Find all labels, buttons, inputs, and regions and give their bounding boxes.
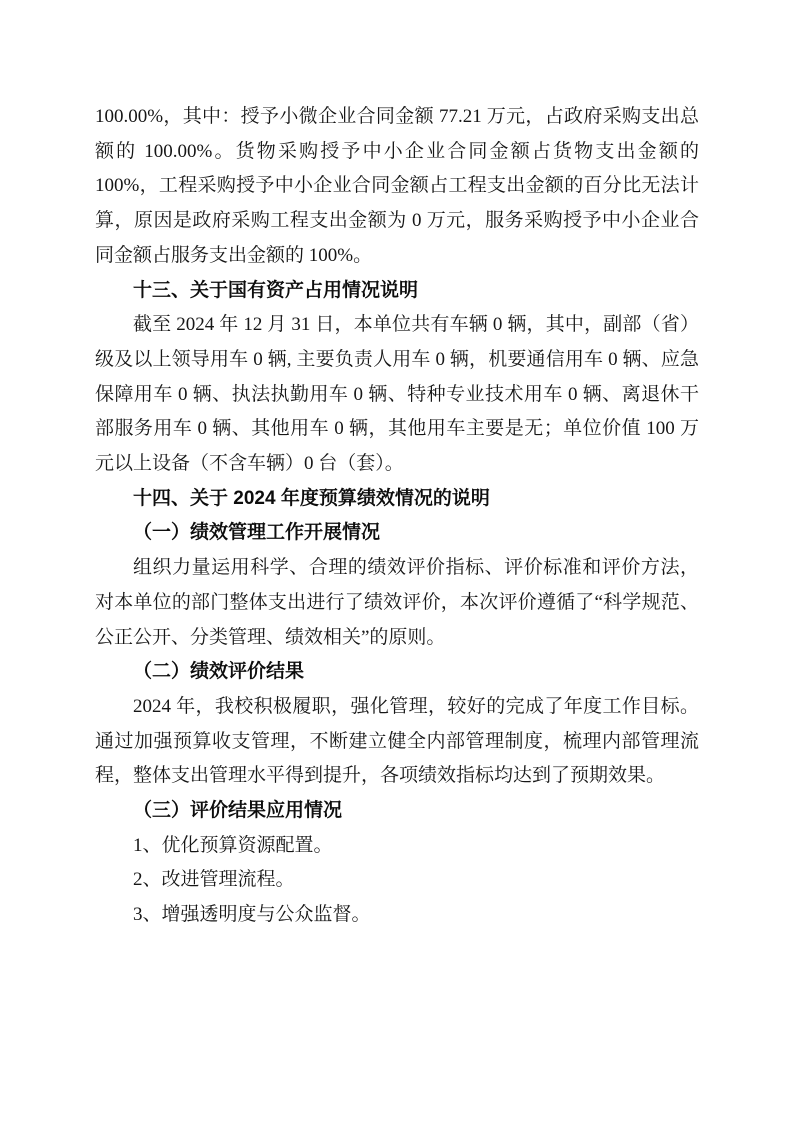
- paragraph: 截至 2024 年 12 月 31 日，本单位共有车辆 0 辆，其中，副部（省）级及以上领导用车 0 辆, 主要负责人用车 0 辆，机要通信用车 0 辆、应急保障用车 0 辆、执法执勤用车 0 辆、特种专业技术用车 0 辆、离退休干部服务用车 0 辆、其他用车 0 辆，其他用车主要是无；单位价值 100 万元以上设备（不含车辆）0 台（套）。: [95, 314, 699, 475]
- paragraph: 组织力量运用科学、合理的绩效评价指标、评价标准和评价方法，对本单位的部门整体支出进行了绩效评价，本次评价遵循了“科学规范、公正公开、分类管理、绩效相关”的原则。: [95, 557, 699, 648]
- subsection-heading: （一）绩效管理工作开展情况: [133, 522, 381, 544]
- section-heading: 十四、关于 2024 年度预算绩效情况的说明: [133, 487, 490, 509]
- list-item: 1、优化预算资源配置。: [133, 834, 333, 856]
- section-heading: 十三、关于国有资产占用情况说明: [133, 279, 419, 301]
- list-item: 3、增强透明度与公众监督。: [133, 904, 371, 926]
- subsection-heading: （三）评价结果应用情况: [133, 800, 343, 822]
- list-item: 2、改进管理流程。: [133, 869, 295, 891]
- paragraph: 2024 年，我校积极履职，强化管理，较好的完成了年度工作目标。通过加强预算收支管理，不断建立健全内部管理制度，梳理内部管理流程，整体支出管理水平得到提升，各项绩效指标均达到了预期效果。: [95, 695, 699, 787]
- document-content: [95, 100, 699, 933]
- paragraph: 100.00%，其中：授予小微企业合同金额 77.21 万元，占政府采购支出总额的 100.00%。货物采购授予中小企业合同金额占货物支出金额的 100%，工程采购授予中小企业合同金额占工程支出金额的百分比无法计算，原因是政府采购工程支出金额为 0 万元，服务采购授予中小企业合同金额占服务支出金额的 100%。: [95, 106, 699, 266]
- subsection-heading: （二）绩效评价结果: [133, 661, 305, 683]
